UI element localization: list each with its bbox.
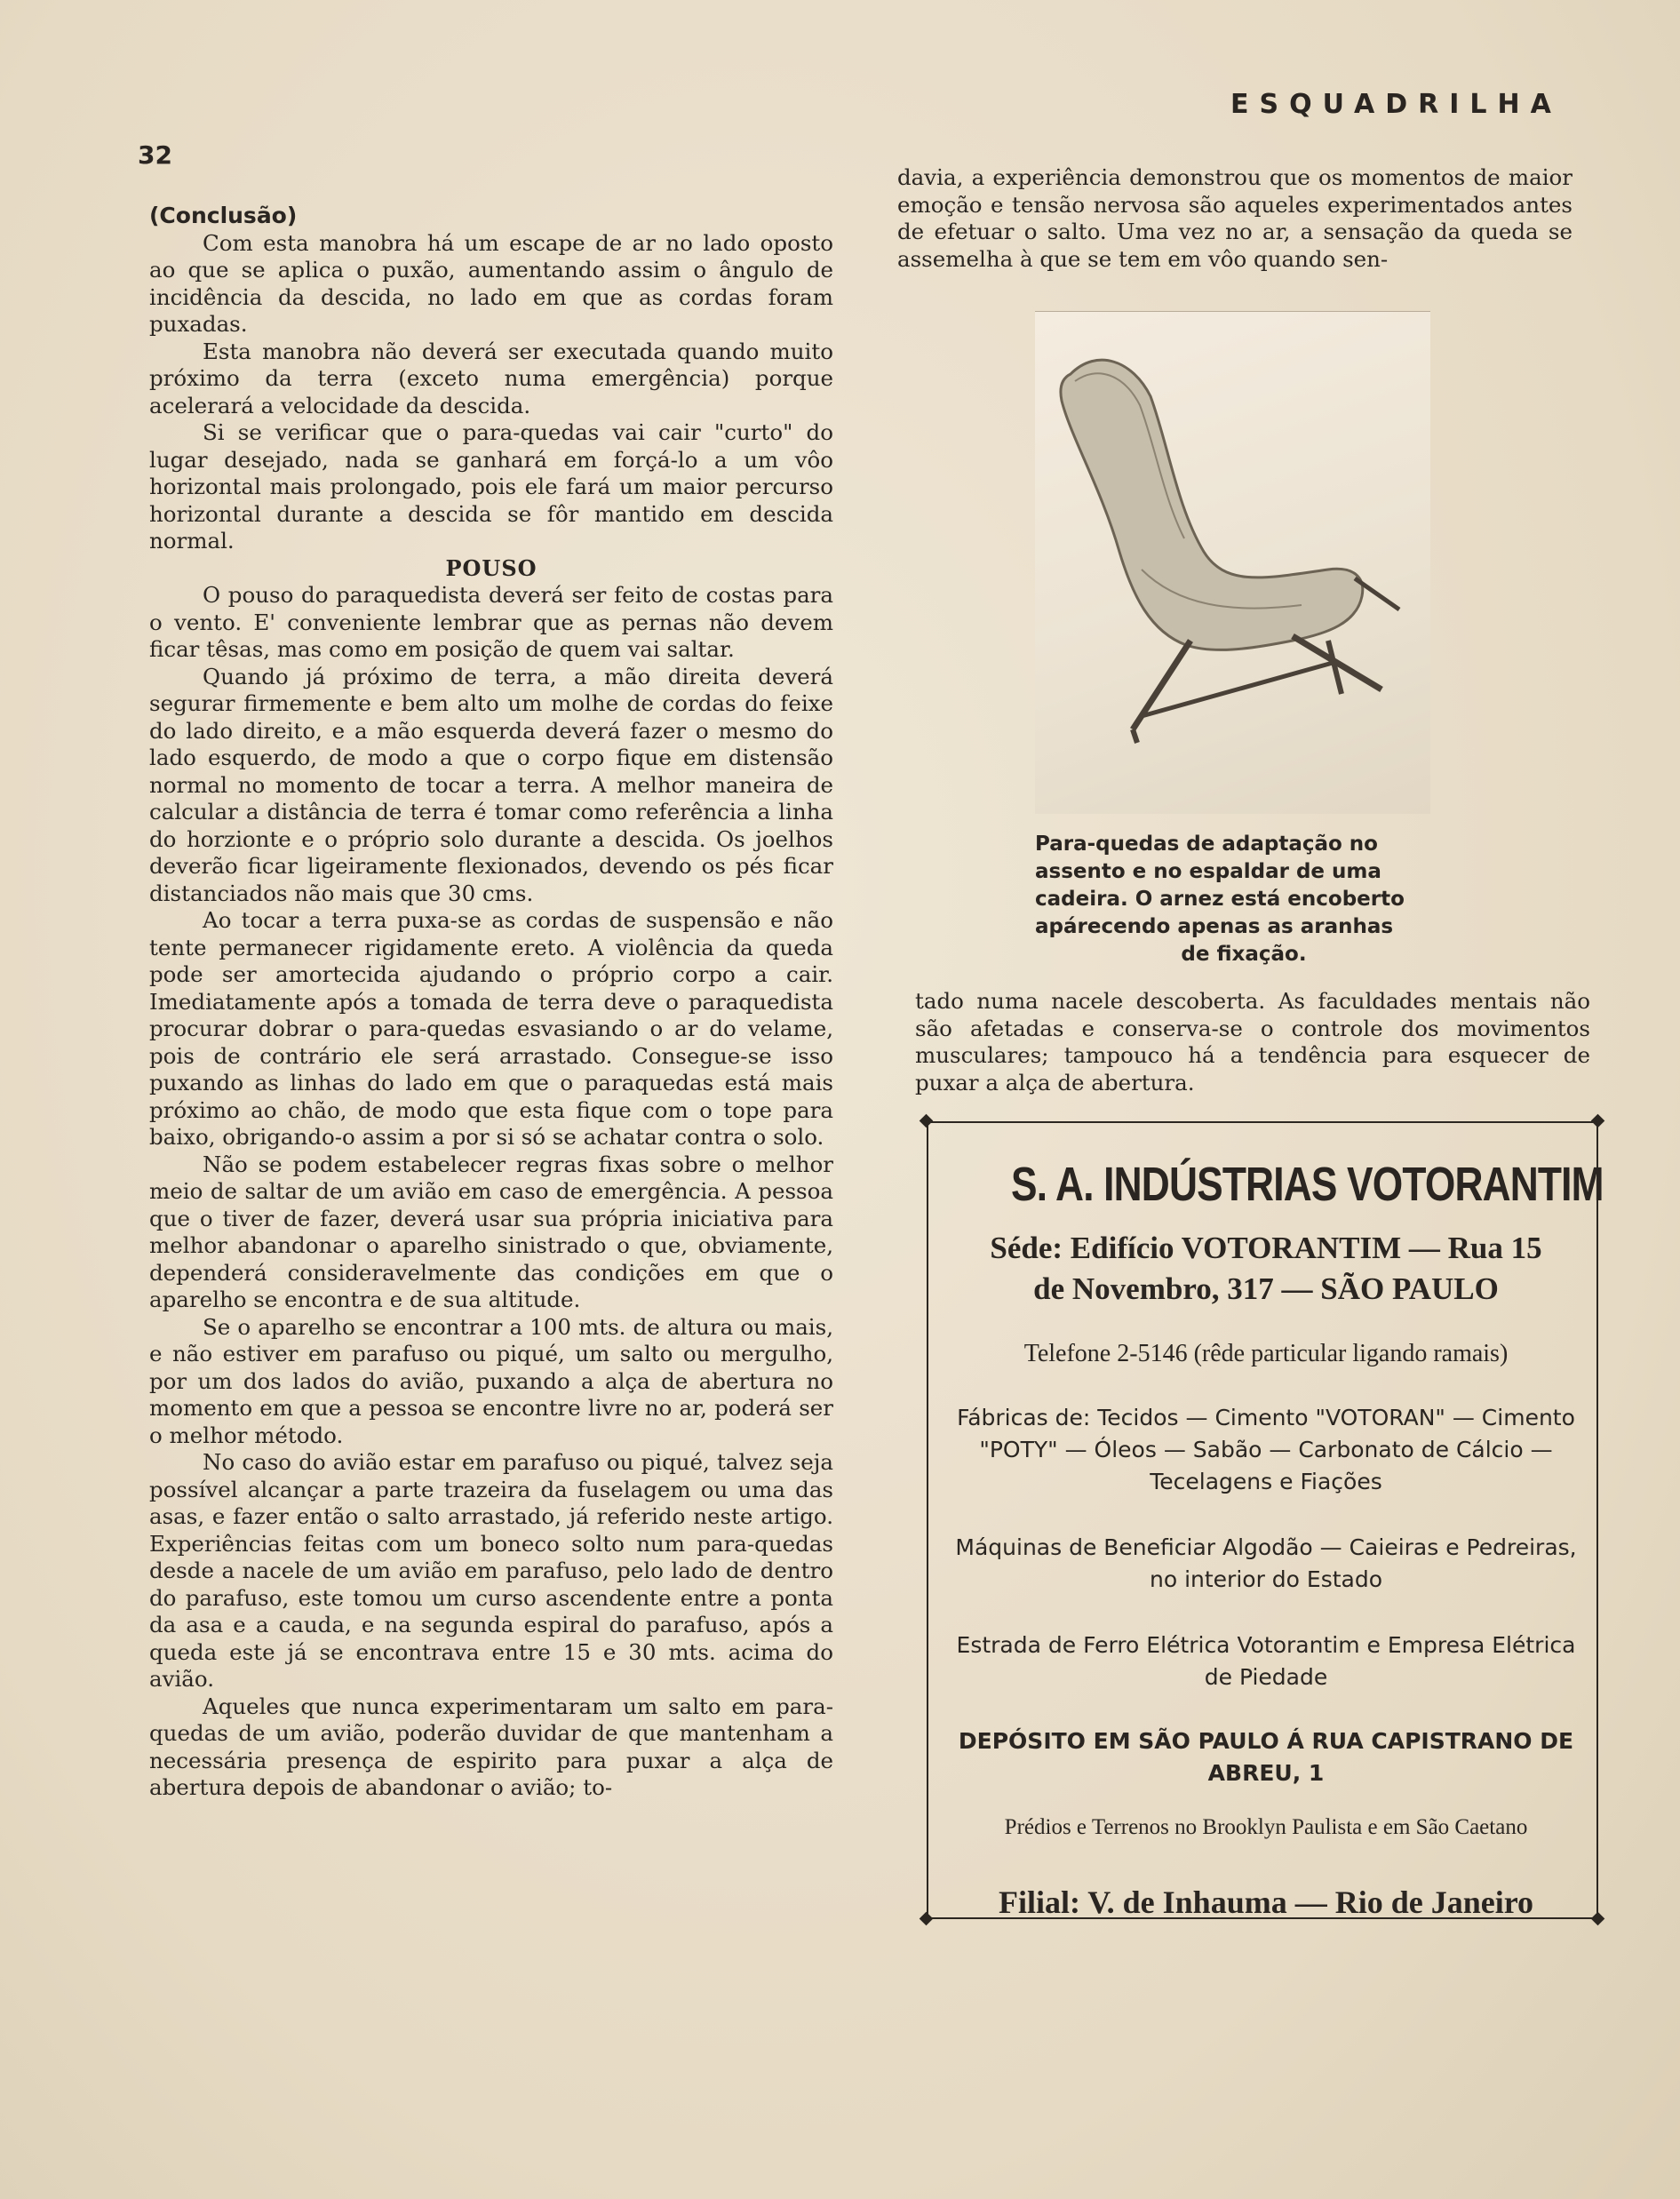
paragraph: Quando já próximo de terra, a mão direita deverá segurar firmemente e bem alto um molhe de cordas do feixe do lado direito, e a mão esquerda deverá fazer o mesmo do lado esquerdo, de modo a que o corpo fique em distensão normal no momento de tocar a terra. A melhor maneira de calcular a distância de terra é tomar como referência a linha do horzionte e o próprio solo durante a descida. Os joelhos deverão ficar ligeiramente flexionados, devendo os pés ficar distanciados não mais que 30 cms.: [149, 663, 833, 906]
ad-telephone: Telefone 2-5146 (rêde particular ligando ramais): [1023, 1340, 1509, 1367]
paragraph: Com esta manobra há um escape de ar no lado oposto ao que se aplica o puxão, aumentando assim o ângulo de incidência da descida, no lado em que as cordas foram puxadas.: [149, 229, 833, 337]
parachute-seat-illustration: [1035, 312, 1430, 814]
paragraph: Esta manobra não deverá ser executada quando muito próximo da terra (exceto numa emergência) porque acelerará a velocidade da descida.: [149, 338, 833, 418]
ad-branch: Filial: V. de Inhauma — Rio de Janeiro: [998, 1884, 1534, 1920]
ad-headquarters-line: Séde: Edifício VOTORANTIM — Rua 15: [990, 1231, 1542, 1265]
ad-properties: Prédios e Terrenos no Brooklyn Paulista e em São Caetano: [1004, 1815, 1528, 1839]
page-number: 32: [138, 140, 172, 170]
paragraph: O pouso do paraquedista deverá ser feito de costas para o vento. E' conveniente lembrar que as pernas não devem ficar têsas, mas como em posição de quem vai saltar.: [149, 582, 833, 662]
ad-machines: Máquinas de Beneficiar Algodão — Caieiras e Pedreiras, no interior do Estado: [955, 1534, 1577, 1592]
votorantim-advertisement: [927, 1121, 1604, 1920]
right-column-middle: [915, 988, 1590, 1096]
paragraph: Si se verificar que o para-quedas vai cair "curto" do lugar desejado, nada se ganhará em forçá-lo a um vôo horizontal mais prolongado, pois ele fará um maior percurso horizontal durante a descida se fôr mantido em descida normal.: [149, 419, 833, 554]
left-column: [149, 203, 833, 1802]
parachute-seat-figure: [1035, 311, 1430, 813]
paragraph: Ao tocar a terra puxa-se as cordas de suspensão e não tente permanecer rigidamente ereto. A violência da queda pode ser amortecida ajudando o próprio corpo a cair. Imediatamente após a tomada de terra deve o paraquedista procurar dobrar o para-quedas esvasiando o ar do velame, pois de contrário ele será arrastado. Consegue-se isso puxando as linhas do lado em que o paraquedas está mais próximo ao chão, de modo que esta fique com o tope para baixo, obrigando-o assim a por si só se achatar contra o solo.: [149, 907, 833, 1150]
article-subhead: (Conclusão): [149, 203, 298, 228]
paragraph: No caso do avião estar em parafuso ou piqué, talvez seja possível alcançar a parte trazeira da fuselagem ou uma das asas, e fazer então o salto arrastado, já referido neste artigo. Experiências feitas com um boneco solto num para-quedas desde a nacele de um avião em parafuso, pelo lado de dentro do parafuso, este tomou um curso ascendente entre a ponta da asa e a cauda, e na segunda espiral do parafuso, após a queda este já se encontrava entre 15 e 30 mts. acima do avião.: [149, 1449, 833, 1692]
paragraph: Se o aparelho se encontrar a 100 mts. de altura ou mais, e não estiver em parafuso ou piqué, um salto ou mergulho, por um dos lados do avião, puxando a alça de abertura no momento em que a pessoa se encontre livre no ar, poderá ser o melhor método.: [149, 1313, 833, 1448]
parachute-seat-photo: [1035, 311, 1430, 814]
paragraph: Aqueles que nunca experimentaram um salto em para-quedas de um avião, poderão duvidar de que mantenham a necessária presença de espirito para puxar a alça de abertura depois de abandonar o avião; to-: [149, 1693, 833, 1800]
ad-deposit: DEPÓSITO EM SÃO PAULO Á RUA CAPISTRANO DE ABREU, 1: [958, 1728, 1574, 1786]
ad-headquarters: [955, 1228, 1577, 1310]
ad-company-name: S. A. INDÚSTRIAS VOTORANTIM: [1011, 1158, 1604, 1211]
paragraph: davia, a experiência demonstrou que os momentos de maior emoção e tensão nervosa são aqueles experimentados antes de efetuar o salto. Uma vez no ar, a sensação da queda se assemelha à que se tem em vôo quando sen-: [897, 164, 1573, 272]
figure-caption: [1035, 831, 1453, 968]
figure-caption-text: Para-quedas de adaptação no assento e no espaldar de uma cadeira. O arnez está encoberto apárecendo apenas as aranhas: [1035, 833, 1405, 938]
figure-caption-last-line: de fixação.: [1181, 943, 1307, 966]
right-column-top: [897, 164, 1573, 273]
advertisement-content: [955, 1150, 1604, 1921]
ad-headquarters-line: de Novembro, 317 — SÃO PAULO: [1033, 1271, 1499, 1306]
ad-railway: Estrada de Ferro Elétrica Votorantim e Empresa Elétrica de Piedade: [956, 1632, 1576, 1690]
running-head: ESQUADRILHA: [1230, 89, 1562, 120]
paragraph: tado numa nacele descoberta. As faculdades mentais não são afetadas e conserva-se o controle dos movimentos musculares; tampouco há a tendência para esquecer de puxar a alça de abertura.: [915, 988, 1590, 1096]
paragraph: Não se podem estabelecer regras fixas sobre o melhor meio de saltar de um avião em caso de emergência. A pessoa que o tiver de fazer, deverá usar sua própria iniciativa para melhor abandonar o aparelho sinistrado o que, obviamente, dependerá consideravelmente das condições em que o aparelho se encontra e de sua altitude.: [149, 1151, 833, 1312]
ad-factories: Fábricas de: Tecidos — Cimento "VOTORAN" — Cimento "POTY" — Óleos — Sabão — Carbonato de Cálcio — Tecelagens e Fiações: [957, 1405, 1575, 1494]
section-heading: POUSO: [445, 554, 537, 581]
